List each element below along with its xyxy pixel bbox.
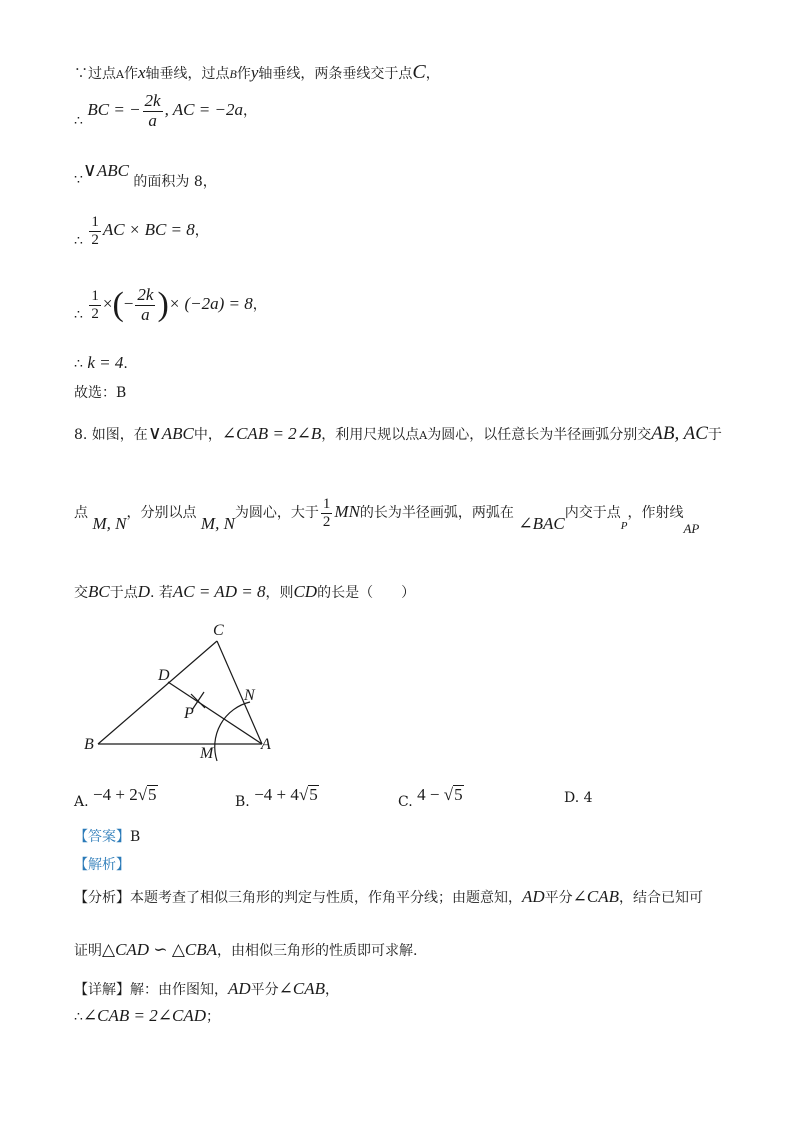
expr: MN bbox=[334, 502, 360, 521]
label-a: A bbox=[261, 736, 271, 753]
detail-line-1 bbox=[74, 979, 339, 999]
expr: ∠CAB = 2∠B bbox=[221, 424, 322, 443]
text: 证明 bbox=[74, 943, 102, 959]
paren: ( bbox=[112, 286, 124, 324]
option-expr: 4 − bbox=[417, 785, 444, 804]
expr: × (−2a) = 8 bbox=[168, 294, 253, 314]
section-tag: 【详解】 bbox=[74, 982, 130, 998]
text: 本题考查了相似三角形的判定与性质，作角平分线；由题意知， bbox=[130, 890, 522, 906]
fraction bbox=[135, 286, 155, 324]
text: . 若 bbox=[150, 585, 173, 601]
text: ， bbox=[194, 223, 209, 239]
expr: ∠CAB bbox=[572, 887, 620, 906]
numerator: 1 bbox=[322, 496, 331, 512]
paren: ) bbox=[157, 286, 169, 324]
section-tag: 【分析】 bbox=[74, 890, 130, 906]
text: . bbox=[123, 356, 128, 372]
question-line-3 bbox=[74, 582, 415, 602]
text: ； bbox=[206, 1009, 220, 1025]
expr: D bbox=[137, 582, 151, 601]
denominator: 2 bbox=[91, 305, 99, 322]
geometry-figure bbox=[70, 614, 290, 764]
var-x: x bbox=[137, 63, 146, 82]
text: 中， bbox=[193, 427, 222, 443]
arc-mn bbox=[215, 702, 250, 761]
text: 点 bbox=[74, 505, 88, 521]
fraction bbox=[89, 288, 101, 322]
text: 平分 bbox=[544, 890, 573, 906]
triangle-symbol: ∨ bbox=[147, 423, 162, 444]
option-b[interactable]: B. −4 + 4√5 bbox=[235, 785, 318, 810]
point-p: P bbox=[620, 520, 628, 532]
answer-line bbox=[74, 829, 140, 846]
text: 为圆心，大于 bbox=[234, 505, 319, 521]
fraction bbox=[143, 92, 163, 130]
label-p: P bbox=[184, 705, 194, 722]
label: A bbox=[116, 68, 124, 81]
option-expr: −4 + 4 bbox=[254, 785, 299, 804]
therefore-symbol: ∴ bbox=[74, 307, 83, 324]
minus: − bbox=[123, 294, 134, 314]
therefore-symbol: ∴ bbox=[74, 1009, 83, 1025]
times: × bbox=[102, 294, 113, 314]
text: 内交于点 bbox=[564, 505, 621, 521]
text: 解：由作图知， bbox=[130, 982, 228, 998]
text: 的长为半径画弧，两弧在 bbox=[359, 505, 514, 521]
detail-line-2 bbox=[74, 1006, 220, 1026]
expr: ABC bbox=[96, 161, 129, 180]
text: ， bbox=[325, 982, 340, 998]
text: 于 bbox=[707, 427, 722, 443]
because-symbol: ∵ bbox=[74, 172, 83, 188]
radicand: 5 bbox=[454, 785, 463, 804]
text: ，作射线 bbox=[627, 505, 684, 521]
expr: M, N bbox=[92, 514, 127, 533]
label: A bbox=[419, 429, 428, 442]
text: 于点 bbox=[109, 585, 138, 601]
analysis-line-2 bbox=[74, 940, 417, 960]
option-label: A. bbox=[74, 794, 89, 810]
option-label: D. bbox=[564, 790, 580, 806]
label-b: B bbox=[84, 736, 94, 753]
expr: AC × BC = 8 bbox=[102, 220, 195, 239]
point-c: C bbox=[412, 61, 426, 83]
radicand: 5 bbox=[309, 785, 318, 804]
numerator: 2k bbox=[137, 285, 154, 304]
therefore-symbol: ∴ bbox=[74, 113, 83, 130]
text: ，结合已知可 bbox=[619, 890, 704, 906]
expr: k = 4 bbox=[87, 353, 124, 372]
text: ∵过点 bbox=[74, 66, 116, 82]
text: ，分别以点 bbox=[126, 505, 197, 521]
text: 的长是（ ） bbox=[317, 585, 416, 601]
solution-line-5 bbox=[74, 286, 267, 324]
label-m: M bbox=[200, 745, 214, 762]
var-y: y bbox=[250, 63, 259, 82]
expr: M, N bbox=[200, 514, 235, 533]
text: ，利用尺规以点 bbox=[321, 427, 420, 443]
analysis-tag: 【解析】 bbox=[74, 857, 130, 873]
solution-line-1 bbox=[74, 60, 440, 84]
option-a[interactable]: A. −4 + 2√5 bbox=[74, 785, 157, 810]
solution-line-2 bbox=[74, 92, 257, 130]
text: ， bbox=[425, 66, 440, 82]
choice-text: 故选：B bbox=[74, 385, 127, 401]
expr: AP bbox=[683, 521, 700, 536]
text: 8. 如图，在 bbox=[74, 427, 148, 443]
text: ，则 bbox=[265, 585, 294, 601]
text: 轴垂线，过点 bbox=[145, 66, 230, 82]
expr: ∠CAB = 2∠CAD bbox=[82, 1006, 206, 1025]
radicand: 5 bbox=[148, 785, 157, 804]
expr: BC bbox=[88, 582, 110, 601]
expr: △CAD ∽ △CBA bbox=[102, 940, 217, 959]
option-expr: −4 + 2 bbox=[93, 785, 138, 804]
answer-value: B bbox=[130, 829, 141, 845]
expr: ABC bbox=[161, 424, 194, 443]
fraction bbox=[89, 214, 101, 248]
text: ， bbox=[242, 103, 257, 120]
option-expr: 4 bbox=[583, 790, 593, 806]
text: ，由相似三角形的性质即可求解. bbox=[217, 943, 418, 959]
expr: , AC = −2a bbox=[164, 100, 243, 120]
expr: AD bbox=[228, 979, 251, 998]
expr: AD bbox=[522, 887, 545, 906]
expr: AC = AD = 8 bbox=[172, 582, 266, 601]
expr: ∠CAB bbox=[278, 979, 326, 998]
numerator: 1 bbox=[91, 288, 99, 305]
numerator: 1 bbox=[91, 214, 99, 230]
option-label: B. bbox=[235, 794, 250, 810]
denominator: a bbox=[141, 304, 150, 324]
text: 作 bbox=[236, 66, 251, 82]
option-c[interactable]: C. 4 − √5 bbox=[398, 785, 463, 810]
solution-line-6 bbox=[74, 353, 128, 373]
denominator: a bbox=[148, 110, 157, 130]
text: 作 bbox=[123, 66, 138, 82]
numerator: 2k bbox=[144, 91, 161, 110]
denominator: 2 bbox=[322, 513, 331, 530]
label-n: N bbox=[244, 687, 255, 704]
segment-bc bbox=[98, 641, 217, 744]
question-line-1 bbox=[74, 423, 722, 446]
therefore-symbol: ∴ bbox=[74, 356, 83, 372]
therefore-symbol: ∴ bbox=[74, 233, 83, 249]
text: 轴垂线，两条垂线交于点 bbox=[258, 66, 413, 82]
solution-line-3 bbox=[74, 160, 217, 191]
text: 平分 bbox=[250, 982, 279, 998]
triangle-symbol: ∨ bbox=[82, 160, 97, 181]
fraction bbox=[321, 496, 333, 530]
expr: AB, AC bbox=[651, 423, 708, 444]
answer-tag: 【答案】 bbox=[74, 829, 130, 845]
expr: CD bbox=[293, 582, 318, 601]
analysis-line-1 bbox=[74, 887, 703, 907]
expr: BC = − bbox=[87, 100, 141, 120]
text: 交 bbox=[74, 585, 88, 601]
label-d: D bbox=[158, 667, 170, 684]
label: B bbox=[229, 67, 237, 81]
question-line-2 bbox=[74, 496, 699, 537]
text: ， bbox=[252, 297, 267, 314]
text: 为圆心，以任意长为半径画弧分别交 bbox=[427, 427, 652, 443]
solution-line-4 bbox=[74, 214, 209, 250]
expr: ∠BAC bbox=[518, 514, 565, 533]
denominator: 2 bbox=[91, 231, 99, 248]
label-c: C bbox=[213, 622, 224, 639]
option-label: C. bbox=[398, 794, 413, 810]
option-d[interactable] bbox=[564, 790, 593, 807]
arc-p-2 bbox=[192, 692, 204, 710]
text: 的面积为 8， bbox=[133, 174, 217, 190]
